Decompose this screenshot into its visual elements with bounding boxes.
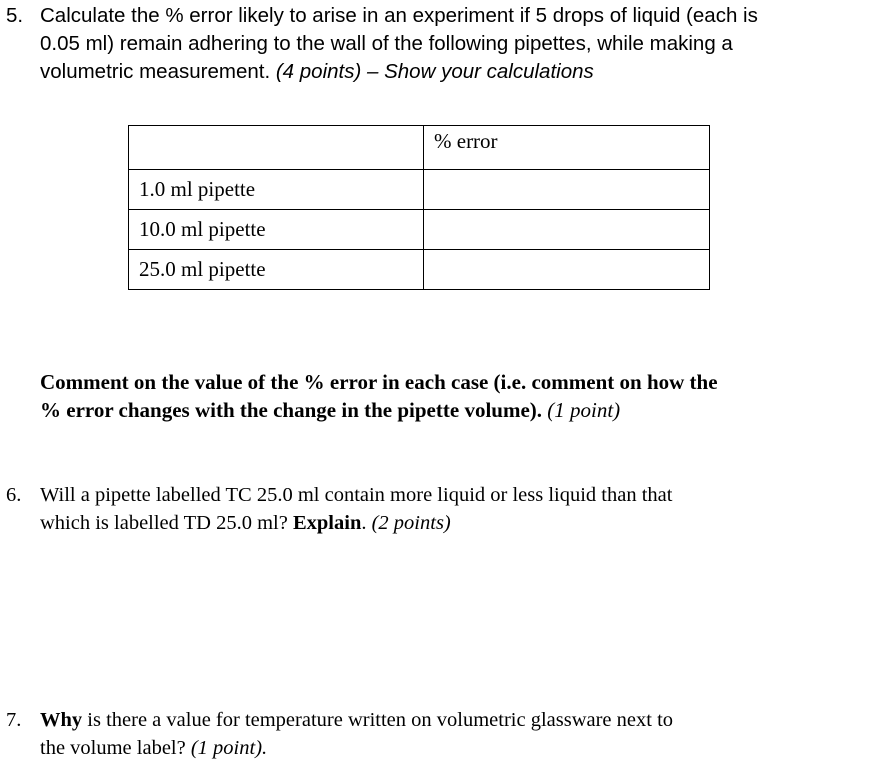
question-7-line-1-text: is there a value for temperature written on volumetric glassware next to — [82, 709, 674, 731]
comment-prompt — [40, 368, 870, 424]
comment-points: (1 point) — [542, 398, 621, 422]
table-header-row — [129, 126, 710, 170]
comment-line-1: Comment on the value of the % error in each case (i.e. comment on how the — [40, 370, 718, 394]
table-header-cell-blank — [129, 126, 424, 170]
table-row — [129, 170, 710, 210]
question-5-line-3 — [40, 58, 870, 86]
question-5-number: 5. — [6, 4, 24, 27]
percent-error-table — [128, 125, 710, 290]
question-5-line-3-text: volumetric measurement. — [40, 60, 276, 83]
pipette-label-cell: 10.0 ml pipette — [129, 210, 424, 250]
question-6-period: . — [361, 512, 372, 534]
question-7-why: Why — [40, 709, 83, 731]
question-6-number: 6. — [6, 484, 22, 506]
question-7-points: (1 point). — [190, 737, 268, 759]
pipette-label-cell: 1.0 ml pipette — [129, 170, 424, 210]
question-6-points: (2 points) — [371, 512, 451, 534]
question-7-line-2-text: the volume label? — [40, 737, 191, 759]
question-5-text — [40, 2, 870, 86]
question-6-explain: Explain — [292, 512, 362, 534]
question-6-line-2-text: which is labelled TD 25.0 ml? — [40, 512, 293, 534]
question-7-text — [40, 706, 870, 762]
question-7-line-2 — [40, 734, 870, 762]
error-answer-cell[interactable] — [424, 250, 710, 290]
question-5-line-2: 0.05 ml) remain adhering to the wall of the following pipettes, while making a — [40, 32, 733, 55]
table-row — [129, 210, 710, 250]
question-5-line-1: Calculate the % error likely to arise in an experiment if 5 drops of liquid (each is — [40, 4, 758, 27]
pipette-label-cell: 25.0 ml pipette — [129, 250, 424, 290]
question-7-line-1 — [40, 706, 870, 734]
question-6-text — [40, 481, 870, 537]
table-row — [129, 250, 710, 290]
error-answer-cell[interactable] — [424, 210, 710, 250]
table-header-cell-error: % error — [424, 126, 710, 170]
error-answer-cell[interactable] — [424, 170, 710, 210]
question-6-line-2 — [40, 509, 870, 537]
comment-line-2-bold: % error changes with the change in the pipette volume). — [40, 398, 543, 422]
question-7-number: 7. — [6, 709, 22, 731]
question-6-line-1: Will a pipette labelled TC 25.0 ml contain more liquid or less liquid than that — [40, 484, 673, 506]
comment-line-2 — [40, 396, 870, 424]
question-5-points: (4 points) – Show your calculations — [275, 60, 594, 83]
